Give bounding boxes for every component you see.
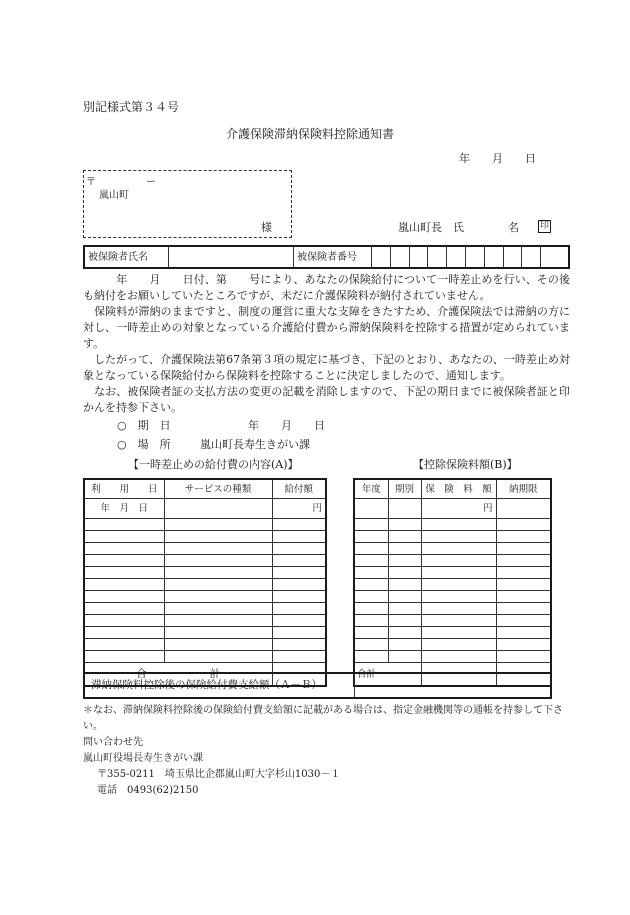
table-row: [354, 627, 551, 639]
contact-phone: 電話 0493(62)2150: [97, 785, 199, 796]
insured-number-digit[interactable]: [484, 246, 503, 268]
table-row: [84, 615, 326, 627]
table-row: [354, 543, 551, 555]
table-a: [83, 478, 327, 687]
place-value: 嵐山町長寿生きがい課: [200, 438, 310, 451]
table-a-cell[interactable]: [164, 499, 272, 519]
table-row: [354, 591, 551, 603]
table-row: [354, 579, 551, 591]
table-row: [84, 519, 326, 531]
table-b-header: 年度: [354, 479, 388, 499]
table-b-header: 保 険 料 額: [421, 479, 496, 499]
footnote: ＊なお、滞納保険料控除後の保険給付費支給額に記載がある場合は、指定金融機関等の通帳を持参して下さい。: [83, 705, 563, 732]
recipient-address-box[interactable]: [83, 170, 292, 238]
body-paragraph: 保険料が滞納のままですと、制度の運営に重大な支障をきたすため、介護保険法では滞納の方に対し、一時差止めの対象となっている介護給付費から滞納保険料を控除する措置が定められています。: [83, 305, 570, 350]
contact-heading: 問い合わせ先: [83, 737, 143, 748]
summary-table: [83, 672, 552, 699]
summary-amount-field[interactable]: [354, 673, 551, 698]
table-row: [354, 639, 551, 651]
table-a-header: 給付額: [272, 479, 326, 499]
insured-number-digit[interactable]: [447, 246, 466, 268]
table-row: [84, 579, 326, 591]
summary-label: 滞納保険料控除後の保険給付費支給額（Ａ－Ｂ）: [84, 673, 354, 698]
insured-name-label: 被保険者氏名: [84, 246, 169, 268]
period-label: ○ 期 日: [117, 419, 171, 432]
insured-number-digit[interactable]: [409, 246, 428, 268]
insured-number-label: 被保険者番号: [294, 246, 372, 268]
table-b-header: 期別: [388, 479, 421, 499]
insured-number-digit[interactable]: [465, 246, 484, 268]
table-row: [84, 603, 326, 615]
table-row: [84, 627, 326, 639]
table-row: [354, 603, 551, 615]
table-a-header: サービスの種類: [164, 479, 272, 499]
table-a-header: 利 用 日: [84, 479, 164, 499]
insured-number-digit[interactable]: [390, 246, 409, 268]
table-a-total-label: 合 計: [84, 663, 272, 687]
honorific: 様: [261, 221, 272, 234]
table-a-caption: 【一時差止めの給付費の内容(A)】: [128, 458, 299, 471]
table-row: [84, 531, 326, 543]
seal-mark: 印: [540, 221, 550, 231]
table-b-total-label: 合計: [354, 663, 421, 687]
table-a-cell[interactable]: 円: [272, 499, 326, 519]
contact-office: 嵐山町役場長寿生きがい課: [83, 753, 203, 764]
place-label: ○ 場 所: [117, 438, 171, 451]
table-row: [354, 615, 551, 627]
insured-number-digit[interactable]: [522, 246, 541, 268]
insured-info-table: [83, 245, 570, 269]
table-b-caption: 【控除保険料額(B)】: [413, 458, 518, 471]
body-paragraph: 年 月 日付、第 号により、あなたの保険給付について一時差止めを行い、その後も納付をお願いしていたところですが、未だに介護保険料が納付されていません。: [83, 273, 570, 302]
recipient-town: 嵐山町: [99, 190, 129, 201]
table-row: [84, 591, 326, 603]
table-b-cell[interactable]: 円: [421, 499, 496, 519]
table-a-cell[interactable]: 年 月 日: [84, 499, 164, 519]
table-row: [354, 567, 551, 579]
table-row: [84, 651, 326, 663]
body-paragraph: なお、被保険者証の支払方法の変更の記載を消除しますので、下記の期日までに被保険者証と印かんを持参下さい。: [83, 385, 570, 414]
insured-number-digit[interactable]: [428, 246, 447, 268]
document-title: 介護保険滞納保険料控除通知書: [226, 127, 395, 141]
table-row: [84, 639, 326, 651]
table-row: [354, 651, 551, 663]
table-b: [353, 478, 552, 687]
insured-number-digit[interactable]: [541, 246, 569, 268]
insured-number-digit[interactable]: [372, 246, 391, 268]
table-row: [84, 567, 326, 579]
contact-address: 〒355-0211 埼玉県比企郡嵐山町大字杉山1030－１: [97, 769, 341, 780]
table-row: [354, 555, 551, 567]
table-row: [84, 543, 326, 555]
table-row: [354, 519, 551, 531]
table-row: [84, 555, 326, 567]
issue-date: 年 月 日: [459, 152, 536, 165]
issuer-label: 嵐山町長 氏 名: [398, 221, 519, 234]
insured-number-digit[interactable]: [503, 246, 522, 268]
postal-code-line: 〒 ー: [86, 177, 156, 188]
table-b-cell[interactable]: [496, 499, 551, 519]
table-row: [354, 531, 551, 543]
table-b-header: 納期限: [496, 479, 551, 499]
body-paragraph: したがって、介護保険法第67条第３項の規定に基づき、下記のとおり、あなたの、一時差止め対象となっている保険給付から保険料を控除することに決定しましたので、通知します。: [83, 353, 570, 382]
period-value: 年 月 日: [248, 419, 325, 432]
table-b-cell[interactable]: [354, 499, 388, 519]
insured-name-field[interactable]: [169, 246, 294, 268]
table-b-cell[interactable]: [388, 499, 421, 519]
form-number: 別記様式第３４号: [83, 100, 180, 114]
